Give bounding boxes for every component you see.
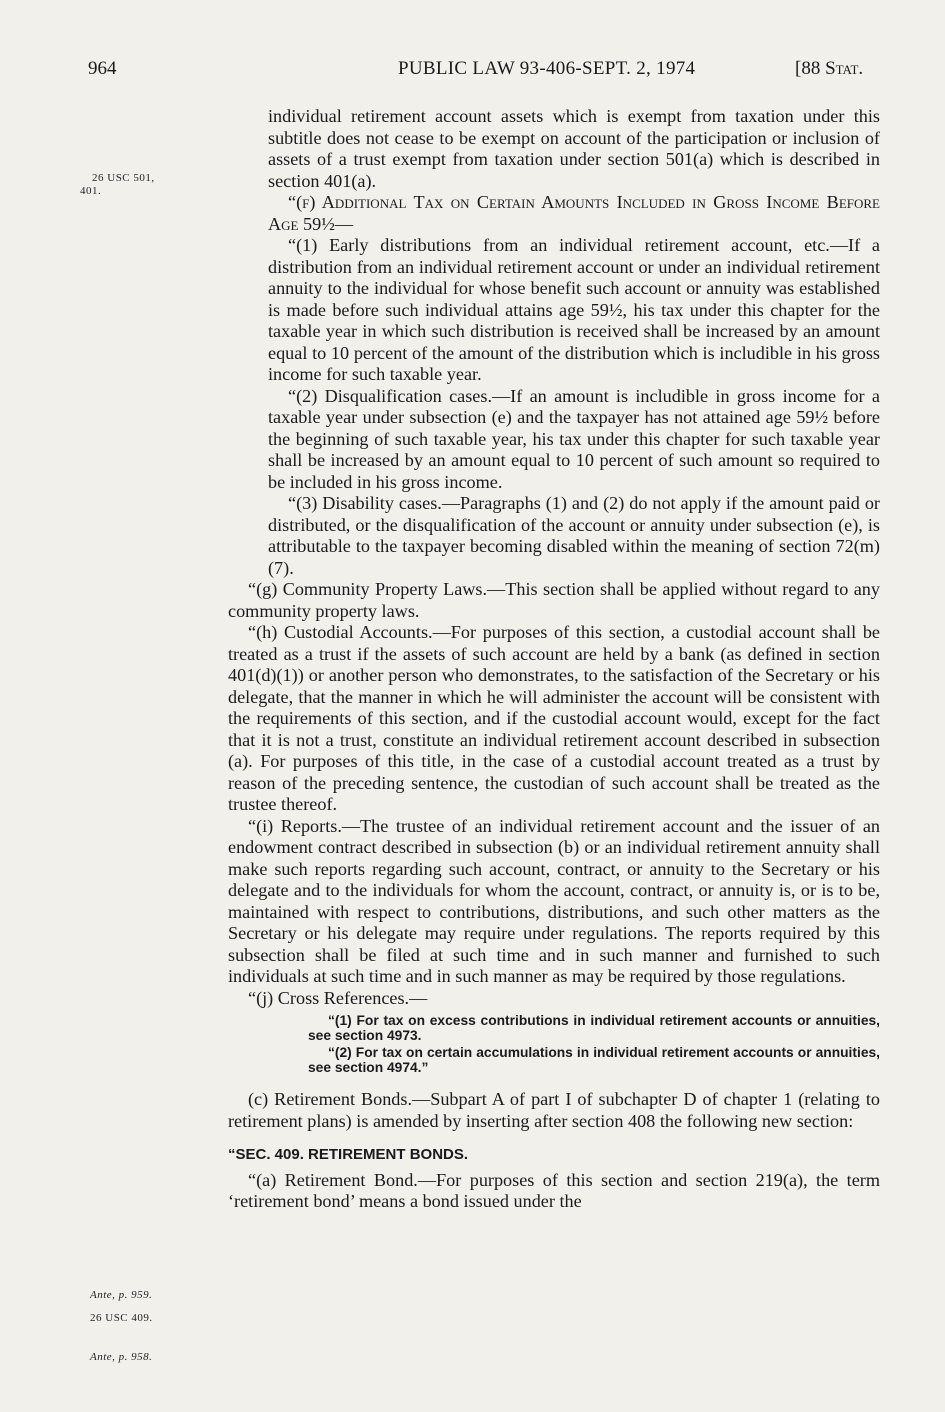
margin-note-line: 401. <box>80 185 102 197</box>
paragraph-exempt-assets: individual retirement account assets which is exempt from taxation under this subtitle does not cease to be exempt on account of the participation or inclusion of assets of a trust exempt from taxation under section 501(a) which is described in section 401(a). <box>268 106 880 191</box>
section-c-retirement-bonds: (c) Retirement Bonds.—Subpart A of part I of subchapter D of chapter 1 (relating to retirement plans) is amended by inserting after section 408 the following new section: <box>228 1089 880 1131</box>
margin-note-usc-501 <box>80 172 155 198</box>
subsection-j-cross-references: “(j) Cross References.— <box>248 987 428 1008</box>
paragraph-f1-early-distributions: “(1) Early distributions from an individual retirement account, etc.—If a distribution from an individual retirement account or under an individual retirement annuity to the individual for whose benefit such account or annuity was established is made before such individual attains age 59½, his tax under this chapter for the taxable year in which such distribution is received shall be increased by an amount equal to 10 percent of the amount of the distribution which is includible in his gross income for such taxable year. <box>268 235 880 384</box>
margin-note-text: Ante, p. 959. <box>90 1289 153 1301</box>
cross-reference-2: “(2) For tax on certain accumulations in individual retirement accounts or annuities, see section 4974.” <box>308 1045 880 1075</box>
page-title: PUBLIC LAW 93-406-SEPT. 2, 1974 <box>398 58 696 79</box>
subsection-a-retirement-bond: “(a) Retirement Bond.—For purposes of this section and section 219(a), the term ‘retirement bond’ means a bond issued under the <box>228 1169 880 1211</box>
paragraph-f3-disability: “(3) Disability cases.—Paragraphs (1) and (2) do not apply if the amount paid or distributed, or the disqualification of the account or annuity under subsection (e), is attributable to the taxpayer becoming disabled within the meaning of section 72(m)(7). <box>268 493 880 578</box>
margin-note-ante-958 <box>90 1351 152 1364</box>
paragraph-f2-disqualification: “(2) Disqualification cases.—If an amount is includible in gross income for a taxable year under subsection (e) and the taxpayer has not attained age 59½ before the beginning of such taxable year, his tax under this chapter for such taxable year shall be increased by an amount equal to 10 percent of such amount so required to be included in his gross income. <box>268 385 880 492</box>
subsection-i-reports: “(i) Reports.—The trustee of an individual retirement account and the issuer of an endowment contract described in subsection (b) or an individual retirement annuity shall make such reports regarding such account, contract, or annuity to the Secretary or his delegate and to the individuals for whom the account, contract, or annuity is, or is to be, maintained with respect to contributions, distributions, and such other matters as the Secretary or his delegate may require under regulations. The reports required by this subsection shall be filed at such time and in such manner and furnished to such individuals at such time and in such manner as may be required by those regulations. <box>228 815 880 986</box>
margin-note-text: Ante, p. 958. <box>90 1351 153 1363</box>
margin-note-line: 26 USC 501, <box>92 172 155 184</box>
subsection-g-community-property: “(g) Community Property Laws.—This section shall be applied without regard to any community property laws. <box>228 579 880 621</box>
statute-reference: [88 Stat. <box>795 58 864 79</box>
section-409-heading: “SEC. 409. RETIREMENT BONDS. <box>228 1146 469 1163</box>
page-header <box>0 58 945 88</box>
document-body <box>228 106 880 1213</box>
margin-note-ante-959 <box>90 1289 152 1302</box>
subsection-h-custodial-accounts: “(h) Custodial Accounts.—For purposes of this section, a custodial account shall be treated as a trust if the assets of such account are held by a bank (as defined in section 401(d)(1)) or another person who demonstrates, to the satisfaction of the Secretary or his delegate, that the manner in which he will administer the account will be consistent with the requirements of this section, and if the custodial account would, except for the fact that it is not a trust, constitute an individual retirement account described in subsection (a). For purposes of this title, in the case of a custodial account treated as a trust by reason of the preceding sentence, the custodian of such account shall be treated as the trustee thereof. <box>228 622 880 814</box>
margin-note-usc-409: 26 USC 409. <box>90 1312 153 1324</box>
cross-reference-1: “(1) For tax on excess contributions in individual retirement accounts or annuities, see section 4973. <box>308 1013 880 1043</box>
subsection-f-heading: “(f) Additional Tax on Certain Amounts Included in Gross Income Before Age 59½— <box>268 192 880 234</box>
page-number: 964 <box>88 58 117 79</box>
